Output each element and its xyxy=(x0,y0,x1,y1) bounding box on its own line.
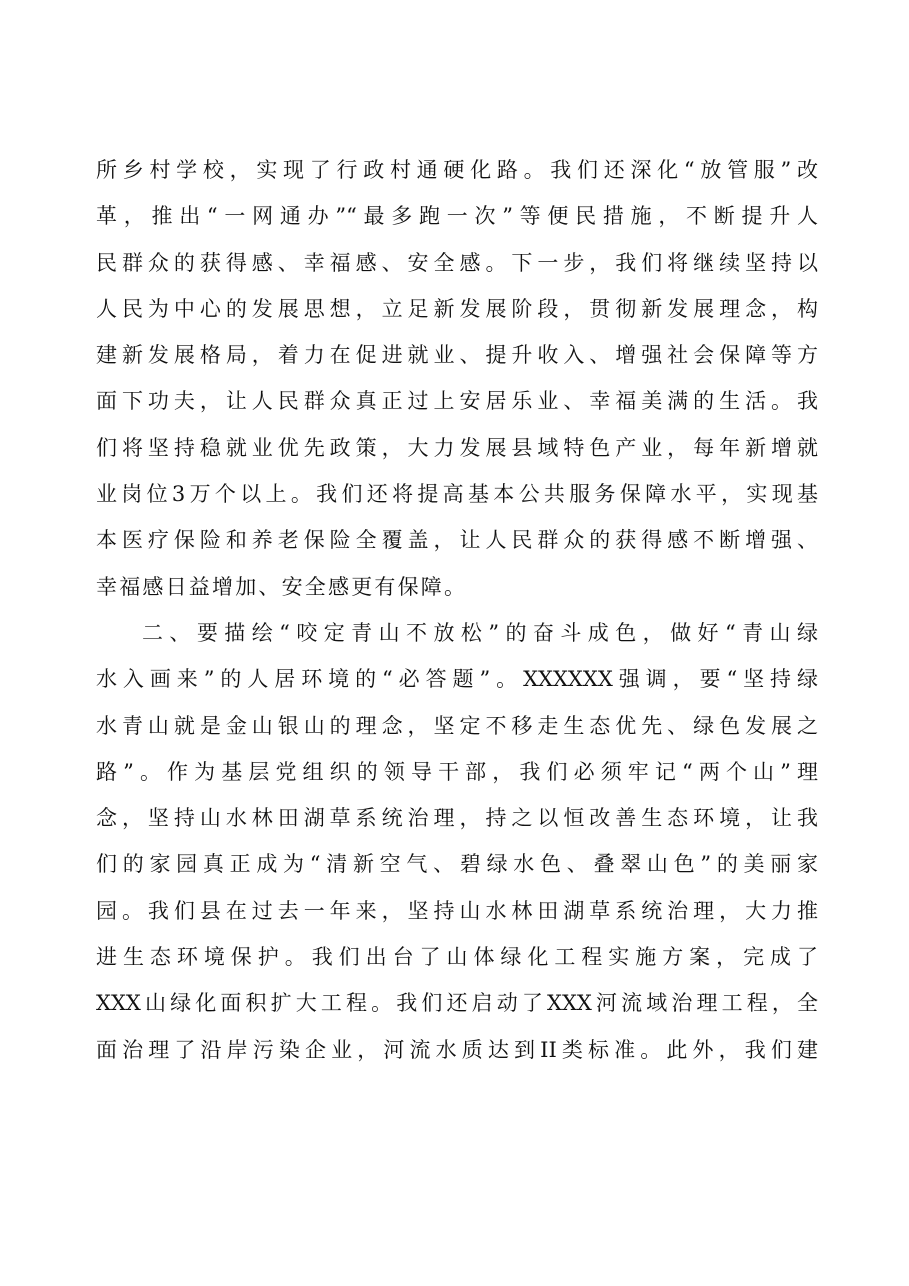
text-line: 民群众的获得感、幸福感、安全感。下一步，我们将继续坚持以 xyxy=(96,250,818,275)
text-line: XXX山绿化面积扩大工程。我们还启动了XXX河流域治理工程，全 xyxy=(96,991,818,1016)
text-line: 水青山就是金山银山的理念，坚定不移走生态优先、绿色发展之 xyxy=(96,713,818,738)
text-line: 业岗位3万个以上。我们还将提高基本公共服务保障水平，实现基 xyxy=(96,482,818,507)
text-line: 本医疗保险和养老保险全覆盖，让人民群众的获得感不断增强、 xyxy=(96,528,818,553)
text-line: 们将坚持稳就业优先政策，大力发展县域特色产业，每年新增就 xyxy=(96,435,818,460)
text-line: 所乡村学校，实现了行政村通硬化路。我们还深化“放管服”改 xyxy=(96,158,818,182)
text-line: 革，推出“一网通办”“最多跑一次”等便民措施，不断提升人 xyxy=(96,204,818,229)
document-body xyxy=(96,147,818,1073)
text-line: 幸福感日益增加、安全感更有保障。 xyxy=(96,574,468,599)
text-line: 面下功夫，让人民群众真正过上安居乐业、幸福美满的生活。我 xyxy=(96,389,818,414)
text-line: 二、要描绘“咬定青山不放松”的奋斗成色，做好“青山绿 xyxy=(142,620,818,645)
text-line: 园。我们县在过去一年来，坚持山水林田湖草系统治理，大力推 xyxy=(96,898,818,923)
text-line: 念，坚持山水林田湖草系统治理，持之以恒改善生态环境，让我 xyxy=(96,806,818,831)
text-line: 人民为中心的发展思想，立足新发展阶段，贯彻新发展理念，构 xyxy=(96,296,818,321)
paragraph-2 xyxy=(96,610,818,1073)
text-line: 水入画来”的人居环境的“必答题”。XXXXXX强调，要“坚持绿 xyxy=(96,667,818,692)
text-line: 面治理了沿岸污染企业，河流水质达到II类标准。此外，我们建 xyxy=(96,1037,818,1062)
text-line: 们的家园真正成为“清新空气、碧绿水色、叠翠山色”的美丽家 xyxy=(96,852,818,877)
paragraph-1 xyxy=(96,147,818,610)
text-line: 进生态环境保护。我们出台了山体绿化工程实施方案，完成了 xyxy=(96,945,818,970)
text-line: 建新发展格局，着力在促进就业、提升收入、增强社会保障等方 xyxy=(96,343,818,368)
text-line: 路”。作为基层党组织的领导干部，我们必须牢记“两个山”理 xyxy=(96,759,818,784)
